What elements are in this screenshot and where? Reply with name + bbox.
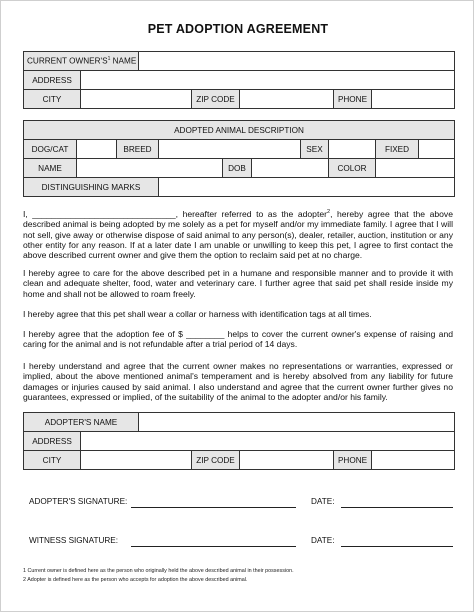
adopter-date-line[interactable] <box>341 507 453 508</box>
distinguishing-marks-label: DISTINGUISHING MARKS <box>24 178 159 197</box>
fixed-label: FIXED <box>376 140 419 159</box>
dob-field[interactable] <box>252 159 329 178</box>
adopter-table <box>23 412 455 470</box>
animal-name-label: NAME <box>24 159 77 178</box>
adopter-signature-line[interactable] <box>131 507 296 508</box>
dob-label: DOB <box>223 159 252 178</box>
current-owner-table <box>23 51 455 109</box>
animal-name-field[interactable] <box>77 159 223 178</box>
current-owner-city-field[interactable] <box>81 90 192 109</box>
breed-label: BREED <box>117 140 159 159</box>
current-owner-city-label: CITY <box>24 90 81 109</box>
sex-label: SEX <box>301 140 329 159</box>
sex-field[interactable] <box>329 140 376 159</box>
document-title: PET ADOPTION AGREEMENT <box>147 22 329 36</box>
adopter-address-field[interactable] <box>81 432 455 451</box>
footnote-2: 2 Adopter is defined here as the person who accepts for adoption the above described animal. <box>23 577 248 583</box>
footnote-1: 1 Current owner is defined here as the person who originally held the above described animal in their possession. <box>23 568 294 574</box>
animal-description-table <box>23 120 455 197</box>
current-owner-zip-label: ZIP CODE <box>192 90 240 109</box>
agreement-paragraph-3: I hereby agree that this pet shall wear a collar or harness with identification tags at all times. <box>23 309 372 319</box>
breed-field[interactable] <box>159 140 301 159</box>
agreement-paragraph-4: I hereby agree that the adoption fee of $ ________ helps to cover the current owner's expense of raising and caring for the animal and is not refundable after a trial period of 14 days. <box>23 329 453 350</box>
adopter-city-field[interactable] <box>81 451 192 470</box>
adopter-phone-field[interactable] <box>372 451 455 470</box>
current-owner-zip-field[interactable] <box>240 90 334 109</box>
current-owner-phone-label: PHONE <box>334 90 372 109</box>
color-field[interactable] <box>376 159 455 178</box>
adopter-name-field[interactable] <box>139 413 455 432</box>
current-owner-phone-field[interactable] <box>372 90 455 109</box>
current-owner-address-field[interactable] <box>81 71 455 90</box>
agreement-paragraph-1: I, ______________________________, hereafter referred to as the adopter$^2$, hereby agree that the above described animal is being adopted by me solely as a pet for myself and/or my immediate family. I agree that I will not sell, give away or otherwise dispose of said animal to any person(s), dealer, retailer, auction, institution or any other entity for any reason. If at a later date I am unable or unwilling to keep this pet, I agree to first contact the above described current owner and give them the option to reclaim said pet at no charge. <box>23 208 453 261</box>
agreement-paragraph-2: I hereby agree to care for the above described pet in a humane and responsible manner and to provide it with clean and adequate shelter, food, water and veterinary care. I further agree that said pet shall reside inside my home and shall not be allowed to roam freely. <box>23 268 453 299</box>
dog-cat-label: DOG/CAT <box>24 140 77 159</box>
animal-description-header: ADOPTED ANIMAL DESCRIPTION <box>24 121 455 140</box>
adopter-name-label: ADOPTER'S NAME <box>24 413 139 432</box>
adopter-signature-label: ADOPTER'S SIGNATURE: <box>29 497 128 506</box>
adopter-city-label: CITY <box>24 451 81 470</box>
current-owner-address-label: ADDRESS <box>24 71 81 90</box>
witness-date-line[interactable] <box>341 546 453 547</box>
current-owner-name-label: CURRENT $OWNER'S^1$ NAME <box>24 52 139 71</box>
witness-signature-label: WITNESS SIGNATURE: <box>29 536 119 545</box>
color-label: COLOR <box>329 159 376 178</box>
adopter-phone-label: PHONE <box>334 451 372 470</box>
agreement-paragraph-5: I hereby understand and agree that the current owner makes no representations or warranties, expressed or implied, about the above mentioned animal's temperament and is hereby absolved from any liability for future damages or injuries caused by said animal. I also understand and agree that the current owner further gives no guarantees, expressed or implied, of the suitability of the animal to the adopter and/or his family. <box>23 361 453 403</box>
adopter-address-label: ADDRESS <box>24 432 81 451</box>
adopter-zip-field[interactable] <box>240 451 334 470</box>
adopter-zip-label: ZIP CODE <box>192 451 240 470</box>
fixed-field[interactable] <box>419 140 455 159</box>
dog-cat-field[interactable] <box>77 140 117 159</box>
witness-date-label: DATE: <box>311 536 335 545</box>
adopter-date-label: DATE: <box>311 497 335 506</box>
current-owner-name-field[interactable] <box>139 52 455 71</box>
witness-signature-line[interactable] <box>131 546 296 547</box>
distinguishing-marks-field[interactable] <box>159 178 455 197</box>
